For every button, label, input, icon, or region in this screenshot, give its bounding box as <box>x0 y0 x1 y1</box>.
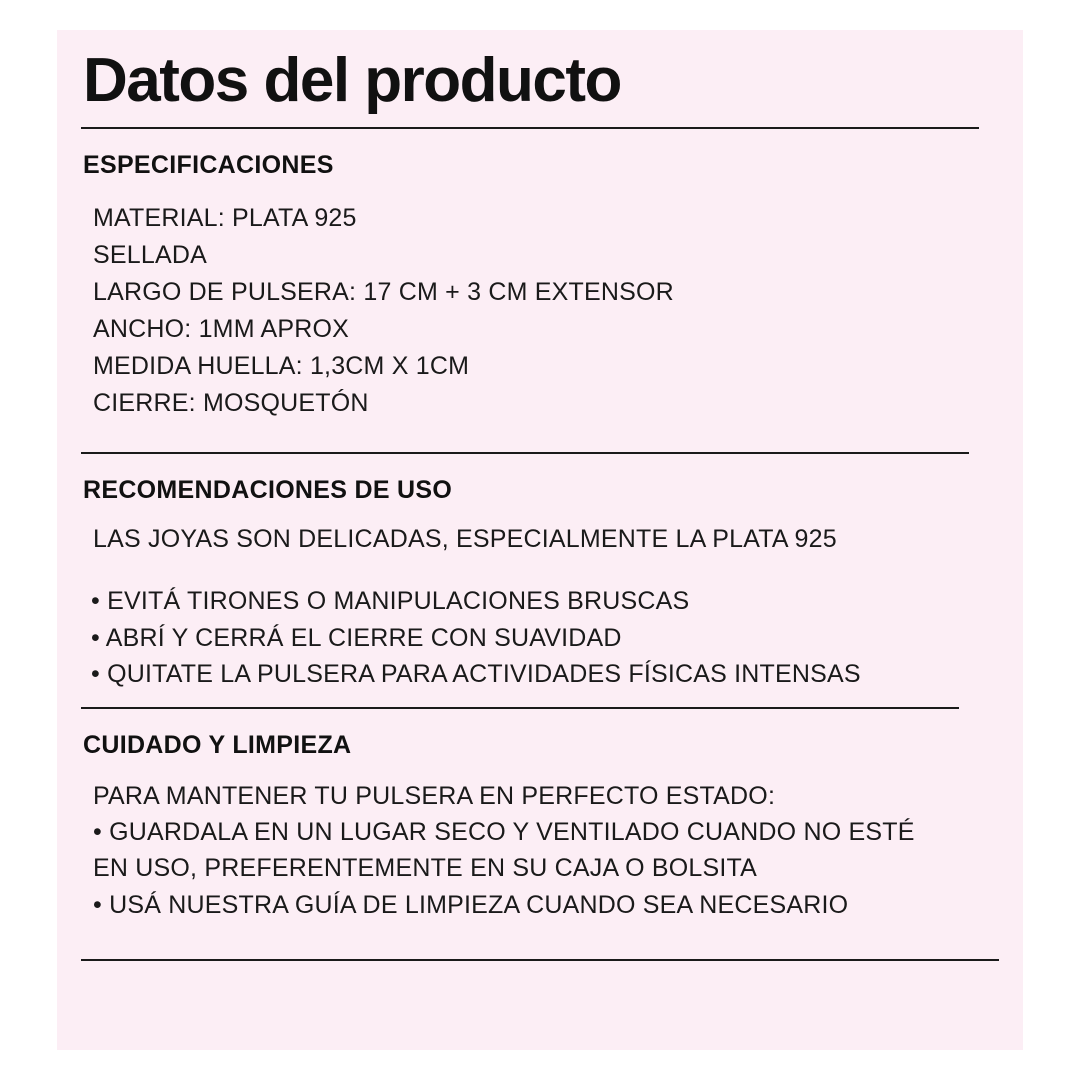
list-item: ANCHO: 1MM APROX <box>93 315 350 344</box>
usage-bullet-list <box>81 583 999 693</box>
section-heading-cuidado: CUIDADO Y LIMPIEZA <box>83 730 352 759</box>
section-heading-recomendaciones: RECOMENDACIONES DE USO <box>83 476 453 505</box>
divider-especificaciones <box>81 452 969 454</box>
card-content <box>81 48 999 961</box>
list-item: SELLADA <box>93 241 207 270</box>
section-heading-especificaciones: ESPECIFICACIONES <box>83 151 334 180</box>
divider-title <box>81 127 979 129</box>
care-line: • USÁ NUESTRA GUÍA DE LIMPIEZA CUANDO SEA NECESARIO <box>93 890 849 919</box>
divider-bottom <box>81 959 999 961</box>
spec-list <box>81 200 999 422</box>
list-item: MATERIAL: PLATA 925 <box>93 204 357 233</box>
list-item: • QUITATE LA PULSERA PARA ACTIVIDADES FÍSICAS INTENSAS <box>91 660 861 689</box>
list-item: LARGO DE PULSERA: 17 CM + 3 CM EXTENSOR <box>93 278 674 307</box>
list-item: CIERRE: MOSQUETÓN <box>93 389 369 418</box>
usage-lead-text: LAS JOYAS SON DELICADAS, ESPECIALMENTE LA PLATA 925 <box>93 525 837 554</box>
care-line: EN USO, PREFERENTEMENTE EN SU CAJA O BOLSITA <box>93 854 758 883</box>
product-info-card <box>57 30 1023 1050</box>
care-line: PARA MANTENER TU PULSERA EN PERFECTO ESTADO: <box>93 781 776 810</box>
list-item: MEDIDA HUELLA: 1,3CM X 1CM <box>93 352 470 381</box>
care-text-block <box>81 778 999 923</box>
list-item: • ABRÍ Y CERRÁ EL CIERRE CON SUAVIDAD <box>91 623 622 652</box>
page-title: Datos del producto <box>83 46 621 115</box>
divider-recomendaciones <box>81 707 959 709</box>
list-item: • EVITÁ TIRONES O MANIPULACIONES BRUSCAS <box>91 587 690 616</box>
care-line: • GUARDALA EN UN LUGAR SECO Y VENTILADO CUANDO NO ESTÉ <box>93 818 915 847</box>
